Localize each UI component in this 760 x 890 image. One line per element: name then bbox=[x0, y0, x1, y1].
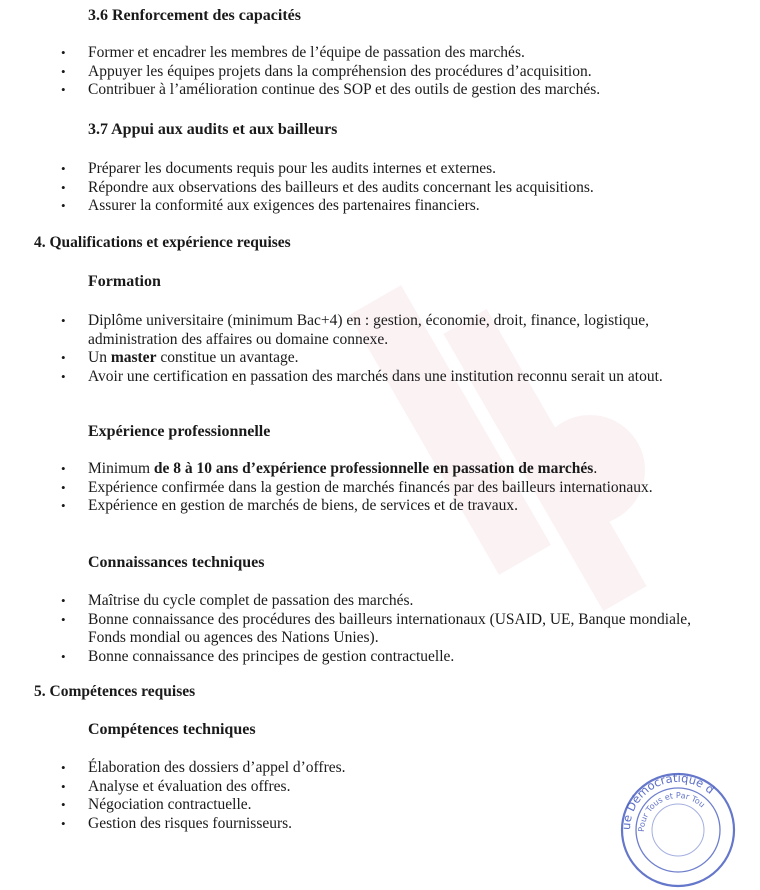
connaissances-list bbox=[58, 592, 698, 666]
list-item: • Contribuer à l’amélioration continue des SOP et des outils de gestion des marchés. bbox=[61, 81, 601, 98]
bullet-icon: • bbox=[61, 498, 66, 513]
bullet-icon: • bbox=[61, 45, 66, 60]
list-item: • Un master constitue un avantage. bbox=[61, 349, 299, 366]
bullet-icon: • bbox=[61, 313, 66, 328]
bullet-icon: • bbox=[61, 63, 66, 79]
section-4-heading: 4. Qualifications et expérience requises bbox=[34, 234, 291, 251]
bullet-icon: • bbox=[61, 593, 66, 608]
formation-list bbox=[58, 312, 698, 386]
list-item: • Avoir une certification en passation des marchés dans une institution reconnu serait un atout. bbox=[61, 367, 663, 385]
section-5-heading: 5. Compétences requises bbox=[34, 683, 196, 700]
formation-heading: Formation bbox=[88, 273, 161, 290]
list-item: • Diplôme universitaire (minimum Bac+4) en : gestion, économie, droit, finance, logistique, administration des affaires ou domaine connexe. bbox=[61, 312, 650, 348]
list-item: • Appuyer les équipes projets dans la compréhension des procédures d’acquisition. bbox=[61, 62, 592, 80]
list-item: • Expérience en gestion de marchés de biens, de services et de travaux. bbox=[61, 497, 518, 514]
experience-list bbox=[58, 460, 698, 516]
stamp-text-inner: Pour Tous et Par Tou bbox=[636, 790, 707, 833]
list-item: • Former et encadrer les membres de l’équipe de passation des marchés. bbox=[61, 44, 525, 61]
bullet-icon: • bbox=[61, 82, 66, 97]
competences-techniques-heading: Compétences techniques bbox=[88, 721, 256, 738]
bullet-icon: • bbox=[61, 479, 66, 495]
list-item: • Répondre aux observations des bailleurs et des audits concernant les acquisitions. bbox=[61, 178, 594, 196]
bullet-icon: • bbox=[61, 815, 66, 831]
section-3-7-heading: 3.7 Appui aux audits et aux bailleurs bbox=[88, 121, 338, 138]
bullet-icon: • bbox=[61, 611, 66, 627]
bullet-icon: • bbox=[61, 461, 66, 476]
bullet-icon: • bbox=[61, 350, 66, 365]
list-item: • Gestion des risques fournisseurs. bbox=[61, 814, 293, 832]
bullet-icon: • bbox=[61, 797, 66, 812]
bullet-icon: • bbox=[61, 179, 66, 195]
section-3-6-list bbox=[58, 44, 698, 100]
list-item: • Minimum de 8 à 10 ans d’expérience professionnelle en passation de marchés. bbox=[61, 460, 598, 477]
list-item: • Préparer les documents requis pour les audits internes et externes. bbox=[61, 160, 497, 177]
list-item: • Expérience confirmée dans la gestion de marchés financés par des bailleurs internationaux. bbox=[61, 478, 653, 496]
list-item: • Bonne connaissance des procédures des bailleurs internationaux (USAID, UE, Banque mondiale, Fonds mondial ou agences des Nations Unies). bbox=[61, 610, 692, 646]
official-stamp bbox=[618, 770, 738, 890]
experience-heading: Expérience professionnelle bbox=[88, 423, 271, 440]
list-item: • Élaboration des dossiers d’appel d’offres. bbox=[61, 759, 346, 776]
list-item: • Bonne connaissance des principes de gestion contractuelle. bbox=[61, 647, 455, 665]
list-item: • Analyse et évaluation des offres. bbox=[61, 777, 291, 795]
bullet-icon: • bbox=[61, 760, 66, 775]
bullet-icon: • bbox=[61, 198, 66, 213]
list-item: • Maîtrise du cycle complet de passation des marchés. bbox=[61, 592, 414, 609]
bullet-icon: • bbox=[61, 161, 66, 176]
stamp-text-outer: ue Démocratique d bbox=[618, 770, 718, 831]
competences-techniques-list bbox=[58, 759, 698, 833]
bullet-icon: • bbox=[61, 368, 66, 384]
list-item: • Négociation contractuelle. bbox=[61, 796, 252, 813]
connaissances-heading: Connaissances techniques bbox=[88, 554, 265, 571]
bullet-icon: • bbox=[61, 778, 66, 794]
section-3-7-list bbox=[58, 160, 698, 216]
list-item: • Assurer la conformité aux exigences des partenaires financiers. bbox=[61, 197, 480, 214]
bullet-icon: • bbox=[61, 648, 66, 664]
section-3-6-heading: 3.6 Renforcement des capacités bbox=[88, 7, 301, 24]
